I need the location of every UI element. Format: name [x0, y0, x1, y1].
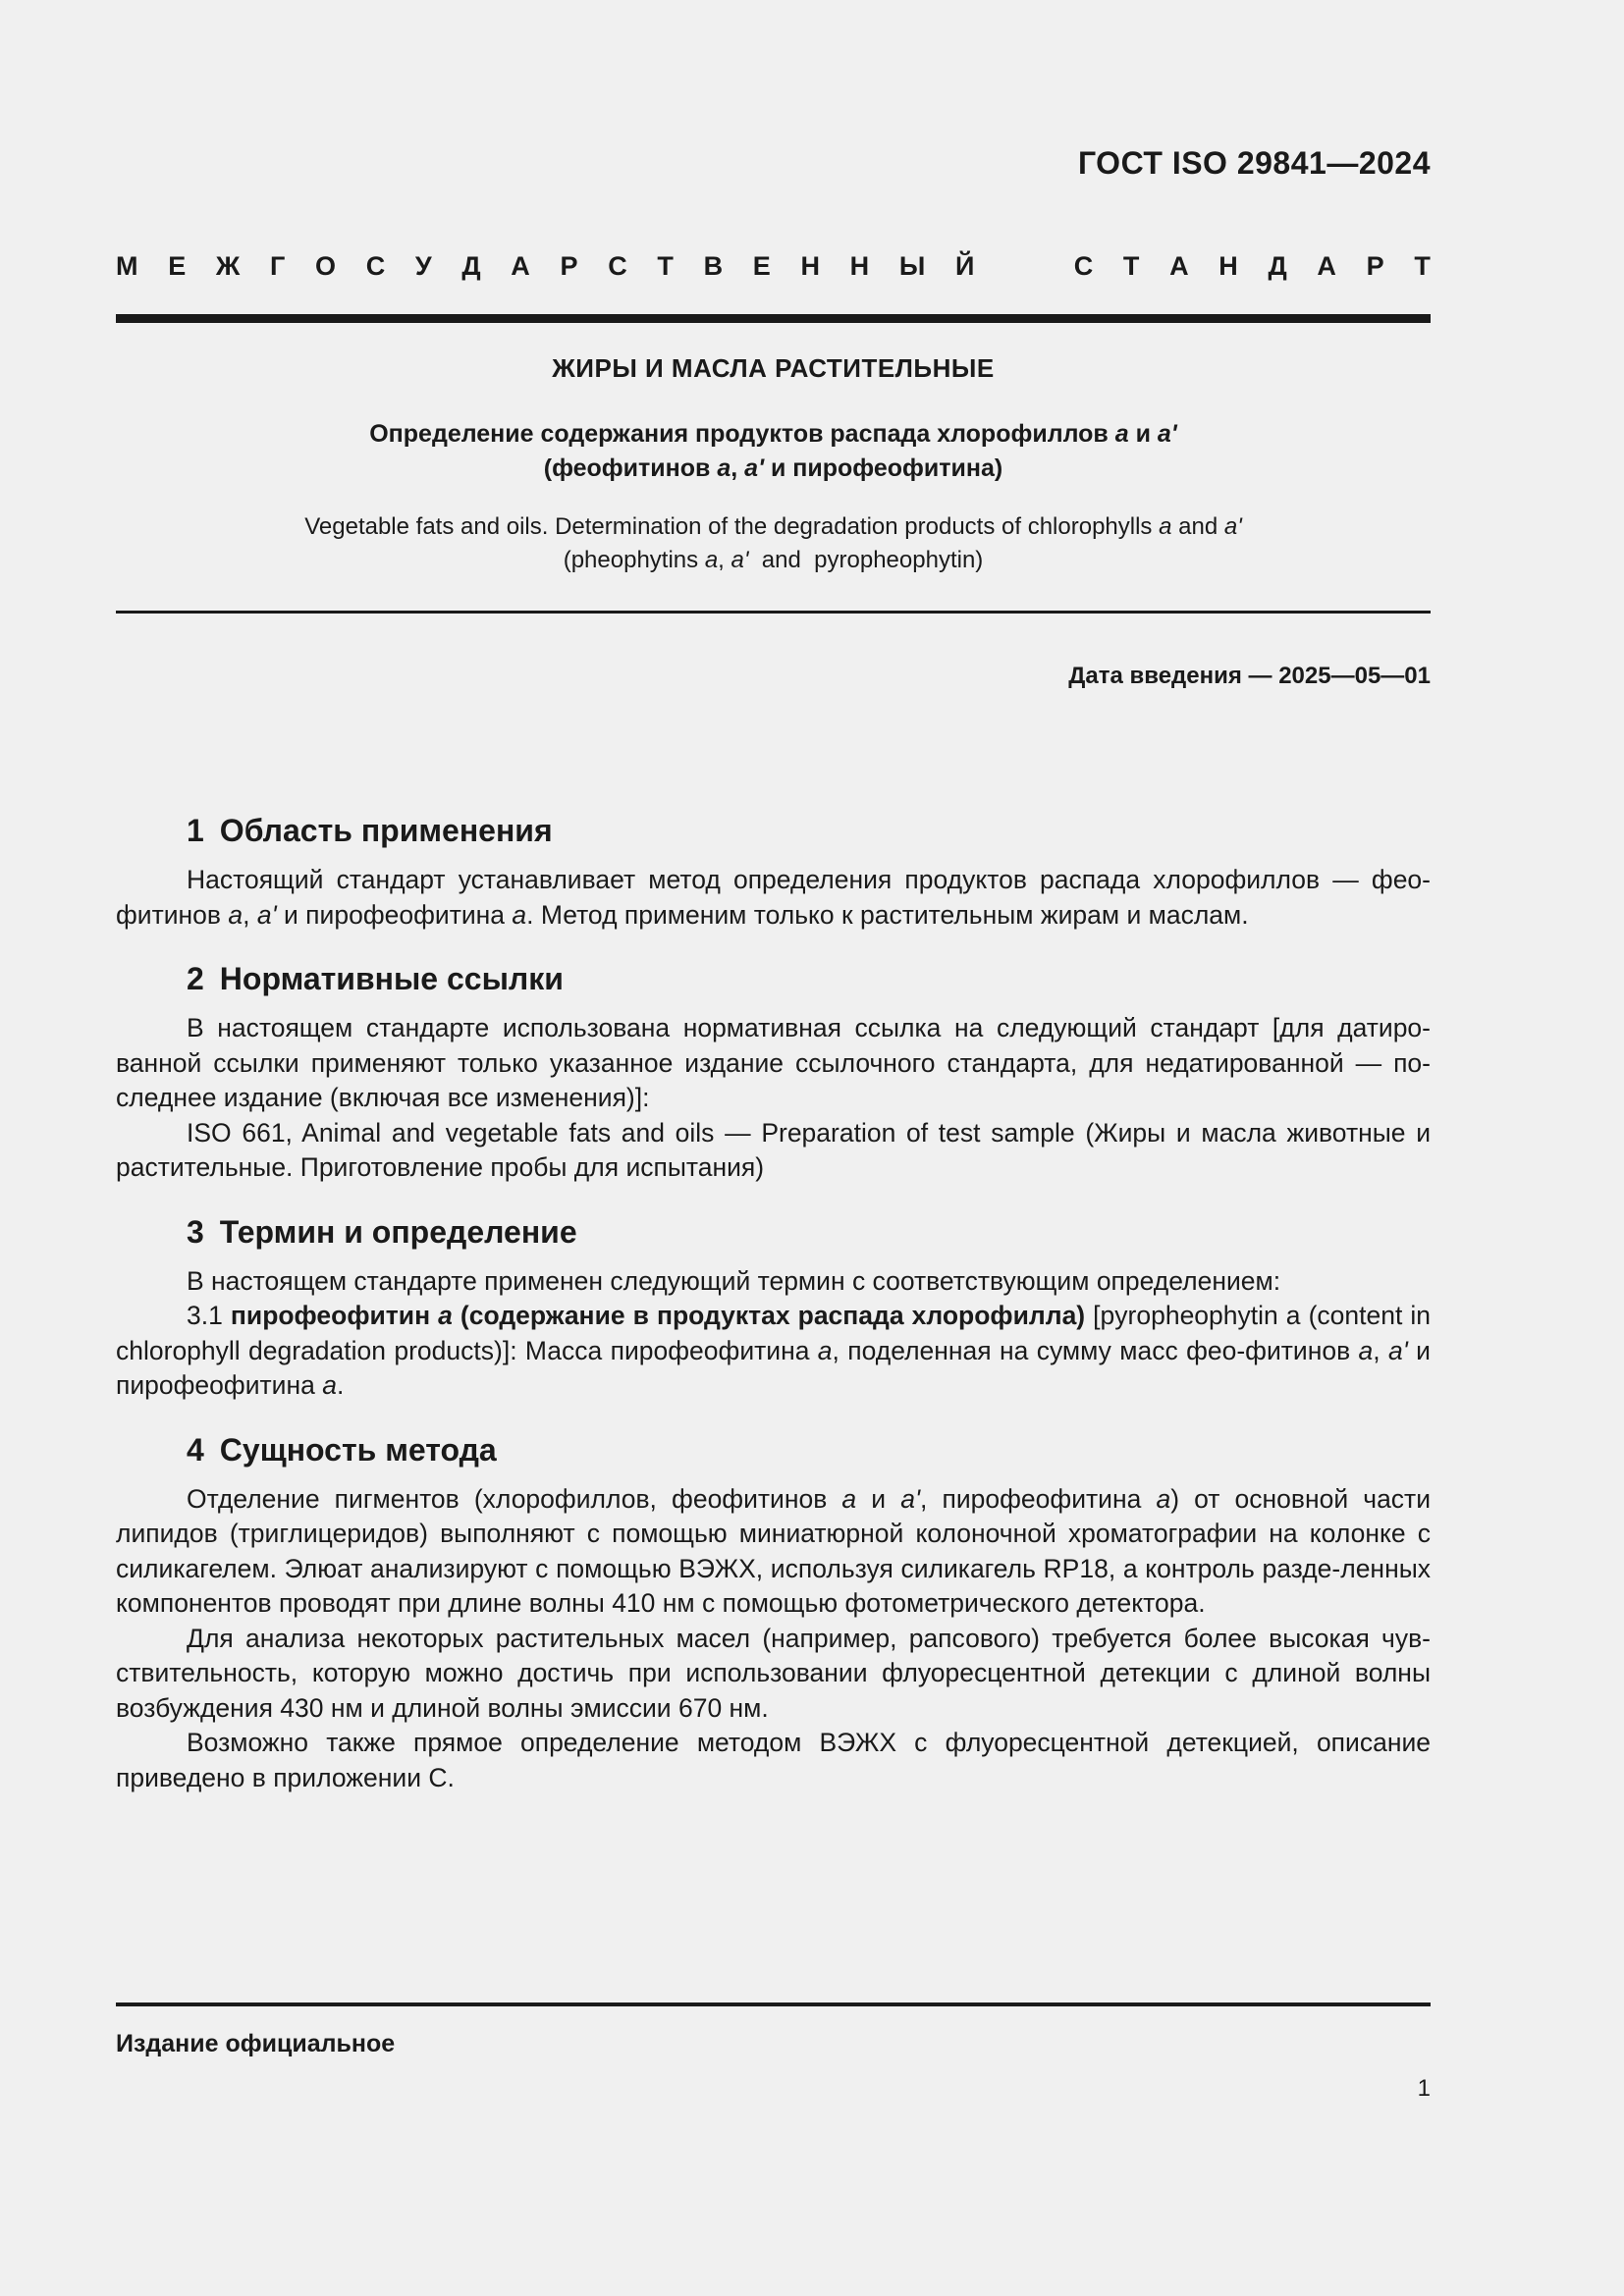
heading-letter: А: [1169, 251, 1189, 281]
heading-letter: Р: [1366, 251, 1384, 281]
page-number: 1: [1417, 2075, 1431, 2102]
heading-letter: А: [1317, 251, 1336, 281]
document-body: [116, 807, 1431, 1818]
document-number: ГОСТ ISO 29841—2024: [1077, 145, 1431, 181]
section-heading: 4 Сущность метода: [187, 1431, 497, 1468]
heading-letter: Й: [954, 251, 975, 281]
heading-letter: Н: [849, 251, 870, 281]
heading-letter: Т: [1414, 251, 1431, 281]
document-title: ЖИРЫ И МАСЛА РАСТИТЕЛЬНЫЕ: [552, 353, 995, 383]
heading-letter: Н: [800, 251, 820, 281]
heading-letter: Н: [1218, 251, 1238, 281]
heading-letter: М: [116, 251, 138, 281]
heading-letter: Д: [1268, 251, 1287, 281]
heading-letter: А: [511, 251, 530, 281]
heading-letter: С: [1073, 251, 1094, 281]
standard-type-heading: [116, 251, 1431, 282]
heading-letter: Ж: [215, 251, 241, 281]
heading-letter: В: [703, 251, 724, 281]
heading-letter: Е: [752, 251, 771, 281]
footer-divider: [116, 2002, 1431, 2006]
heading-letter: С: [365, 251, 386, 281]
section-term-definition: [116, 1208, 1431, 1404]
heading-letter: С: [608, 251, 627, 281]
section-method-principle: [116, 1426, 1431, 1796]
heading-letter: О: [314, 251, 336, 281]
heading-letter: У: [414, 251, 432, 281]
introduction-date: Дата введения — 2025—05—01: [1068, 663, 1431, 689]
official-edition-label: Издание официальное: [116, 2030, 396, 2057]
paragraph: Для анализа некоторых растительных масел (например, рапсового) требуется более высокая чув-ствительность, которую можно достичь при использовании флуоресцентной детекции с длиной волны возбуждения 430 нм и длиной волны эмиссии 670 нм.: [116, 1623, 1431, 1723]
heading-letter: Г: [269, 251, 286, 281]
paragraph: ISO 661, Animal and vegetable fats and oils — Preparation of test sample (Жиры и масла животные и растительные. Приготовление пробы для испытания): [116, 1117, 1431, 1182]
heading-letter: Т: [657, 251, 674, 281]
heading-letter: Т: [1122, 251, 1140, 281]
document-page: [116, 0, 1431, 2296]
section-heading: 3 Термин и определение: [187, 1213, 577, 1250]
paragraph: Настоящий стандарт устанавливает метод определения продуктов распада хлорофиллов — фео-фитинов a, a' и пирофеофитина a. Метод применим только к растительным жирам и маслам.: [116, 865, 1431, 930]
word-gap: [1004, 251, 1044, 282]
english-title: Vegetable fats and oils. Determination of the degradation products of chlorophylls a and a' (pheophytins a, a' and pyropheophytin): [304, 513, 1242, 573]
header-divider: [116, 314, 1431, 323]
section-heading: 1 Область применения: [187, 813, 553, 848]
heading-letter: Д: [461, 251, 481, 281]
section-scope: [116, 807, 1431, 933]
paragraph: Возможно также прямое определение методом ВЭЖХ с флуоресцентной детекцией, описание приведено в приложении С.: [116, 1728, 1431, 1792]
document-subtitle: Определение содержания продуктов распада хлорофиллов a и a' (феофитинов a, a' и пирофеофитина): [369, 420, 1177, 482]
title-divider: [116, 611, 1431, 614]
paragraph: 3.1 пирофеофитин a (содержание в продуктах распада хлорофилла) [pyropheophytin a (content in chlorophyll degradation products)]: Масса пирофеофитина a, поделенная на сумму масс фео-фитинов a, a' и пирофеофитина a.: [116, 1301, 1431, 1400]
section-heading: 2 Нормативные ссылки: [187, 961, 564, 996]
heading-letter: Ы: [898, 251, 926, 281]
paragraph: В настоящем стандарте использована нормативная ссылка на следующий стандарт [для датиро-ванной ссылки применяют только указанное издание ссылочного стандарта, для недатированной — по-следнее издание (включая все изменения)]:: [116, 1013, 1431, 1112]
section-normative-references: [116, 955, 1431, 1186]
paragraph: В настоящем стандарте применен следующий термин с соответствующим определением:: [187, 1265, 1281, 1296]
paragraph: Отделение пигментов (хлорофиллов, феофитинов a и a', пирофеофитина a) от основной части липидов (триглицеридов) выполняют с помощью миниатюрной колоночной хроматографии на колонке с силикагелем. Элюат анализируют с помощью ВЭЖХ, используя силикагель RP18, а контроль разде-ленных компонентов проводят при длине волны 410 нм с помощью фотометрического детектора.: [116, 1483, 1431, 1618]
heading-letter: Р: [560, 251, 578, 281]
heading-letter: Е: [168, 251, 187, 281]
